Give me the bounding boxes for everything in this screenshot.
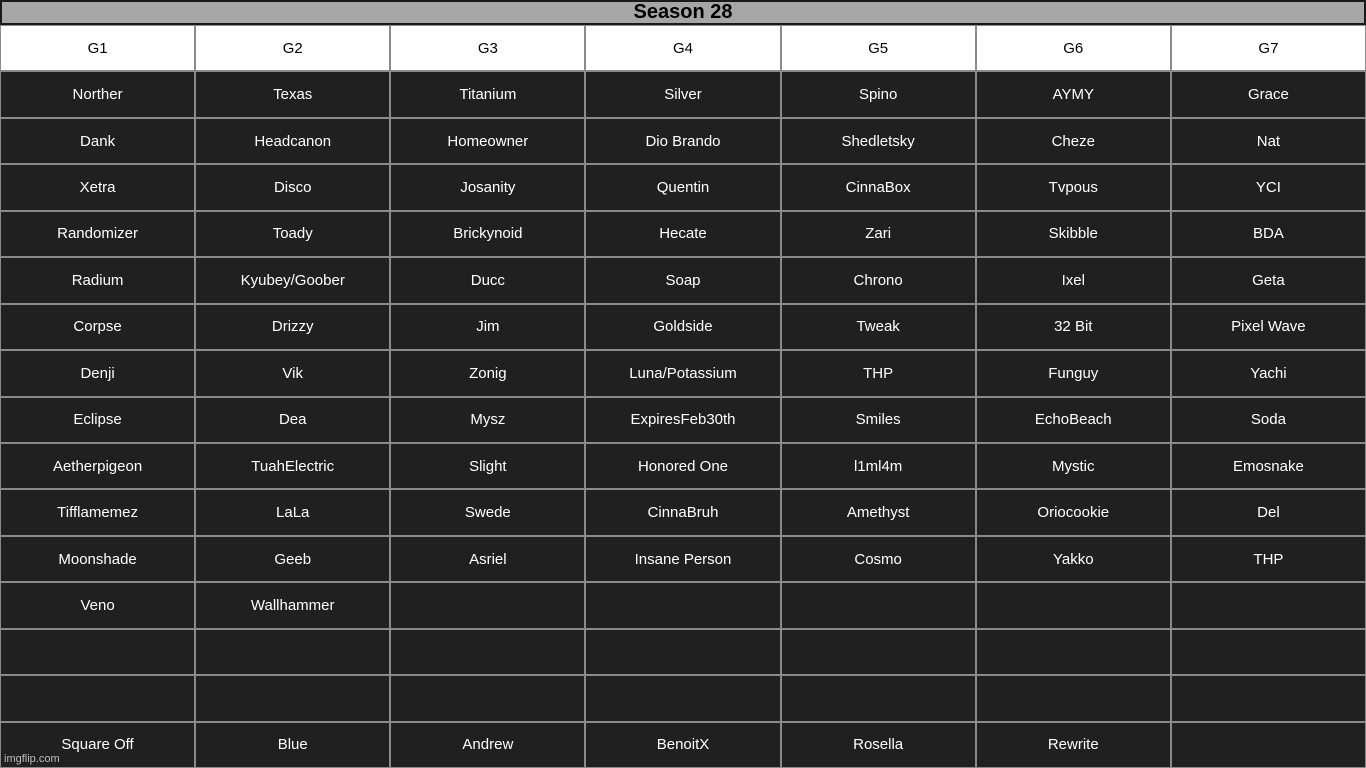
table-cell: [585, 675, 780, 721]
table-cell: Zonig: [390, 350, 585, 396]
table-cell: Amethyst: [781, 489, 976, 535]
table-cell: Mystic: [976, 443, 1171, 489]
table-cell: Goldside: [585, 304, 780, 350]
table-cell: [1171, 582, 1366, 628]
table-cell: Texas: [195, 71, 390, 117]
table-cell: Spino: [781, 71, 976, 117]
table-cell: Rewrite: [976, 722, 1171, 768]
table-cell: Denji: [0, 350, 195, 396]
table-cell: Hecate: [585, 211, 780, 257]
table-cell: Honored One: [585, 443, 780, 489]
table-cell: Drizzy: [195, 304, 390, 350]
table-cell: [390, 582, 585, 628]
table-cell: [1171, 629, 1366, 675]
table-cell: [1171, 722, 1366, 768]
table-cell: Oriocookie: [976, 489, 1171, 535]
watermark: imgflip.com: [4, 753, 60, 765]
table-cell: [0, 675, 195, 721]
table-cell: CinnaBruh: [585, 489, 780, 535]
table-cell: Square Off: [0, 722, 195, 768]
table-cell: [195, 675, 390, 721]
table-cell: [781, 582, 976, 628]
table-cell: Ducc: [390, 257, 585, 303]
season-table: [0, 25, 1366, 768]
table-cell: Asriel: [390, 536, 585, 582]
table-cell: Luna/Potassium: [585, 350, 780, 396]
table-cell: Emosnake: [1171, 443, 1366, 489]
table-cell: Randomizer: [0, 211, 195, 257]
table-cell: TuahElectric: [195, 443, 390, 489]
table-cell: Jim: [390, 304, 585, 350]
table-cell: Cheze: [976, 118, 1171, 164]
table-cell: Dea: [195, 397, 390, 443]
table-cell: [781, 629, 976, 675]
table-cell: 32 Bit: [976, 304, 1171, 350]
table-cell: [585, 582, 780, 628]
table-cell: [976, 582, 1171, 628]
table-cell: Dank: [0, 118, 195, 164]
table-cell: AYMY: [976, 71, 1171, 117]
table-cell: Grace: [1171, 71, 1366, 117]
table-cell: Xetra: [0, 164, 195, 210]
table-cell: Homeowner: [390, 118, 585, 164]
table-cell: Eclipse: [0, 397, 195, 443]
table-cell: Toady: [195, 211, 390, 257]
table-cell: Soap: [585, 257, 780, 303]
table-cell: Norther: [0, 71, 195, 117]
table-cell: BDA: [1171, 211, 1366, 257]
table-cell: Wallhammer: [195, 582, 390, 628]
table-cell: THP: [1171, 536, 1366, 582]
table-cell: Corpse: [0, 304, 195, 350]
table-cell: Shedletsky: [781, 118, 976, 164]
table-cell: [0, 629, 195, 675]
table-cell: Moonshade: [0, 536, 195, 582]
table-cell: Tvpous: [976, 164, 1171, 210]
table-cell: [390, 629, 585, 675]
table-cell: [1171, 675, 1366, 721]
table-cell: Funguy: [976, 350, 1171, 396]
table-cell: Nat: [1171, 118, 1366, 164]
table-cell: l1ml4m: [781, 443, 976, 489]
table-cell: Cosmo: [781, 536, 976, 582]
table-cell: Brickynoid: [390, 211, 585, 257]
table-cell: THP: [781, 350, 976, 396]
table-cell: Quentin: [585, 164, 780, 210]
table-cell: Disco: [195, 164, 390, 210]
table-cell: LaLa: [195, 489, 390, 535]
table-cell: Skibble: [976, 211, 1171, 257]
column-header-g6: G6: [976, 25, 1171, 71]
column-header-g5: G5: [781, 25, 976, 71]
table-cell: [976, 629, 1171, 675]
table-cell: Geeb: [195, 536, 390, 582]
table-cell: EchoBeach: [976, 397, 1171, 443]
table-cell: Kyubey/Goober: [195, 257, 390, 303]
table-cell: Tifflamemez: [0, 489, 195, 535]
table-cell: Titanium: [390, 71, 585, 117]
table-cell: Veno: [0, 582, 195, 628]
column-header-g2: G2: [195, 25, 390, 71]
table-cell: Dio Brando: [585, 118, 780, 164]
column-header-g4: G4: [585, 25, 780, 71]
table-cell: Chrono: [781, 257, 976, 303]
table-cell: Silver: [585, 71, 780, 117]
table-cell: Insane Person: [585, 536, 780, 582]
table-cell: Soda: [1171, 397, 1366, 443]
table-cell: Pixel Wave: [1171, 304, 1366, 350]
table-cell: [195, 629, 390, 675]
table-cell: Andrew: [390, 722, 585, 768]
table-cell: Josanity: [390, 164, 585, 210]
table-cell: Zari: [781, 211, 976, 257]
column-header-g1: G1: [0, 25, 195, 71]
table-cell: [781, 675, 976, 721]
table-cell: Smiles: [781, 397, 976, 443]
table-cell: Geta: [1171, 257, 1366, 303]
table-cell: Swede: [390, 489, 585, 535]
table-cell: Mysz: [390, 397, 585, 443]
table-cell: Del: [1171, 489, 1366, 535]
table-cell: Yachi: [1171, 350, 1366, 396]
table-cell: Blue: [195, 722, 390, 768]
column-header-g7: G7: [1171, 25, 1366, 71]
table-cell: [390, 675, 585, 721]
table-cell: [585, 629, 780, 675]
table-cell: Radium: [0, 257, 195, 303]
table-cell: Vik: [195, 350, 390, 396]
column-header-g3: G3: [390, 25, 585, 71]
table-cell: BenoitX: [585, 722, 780, 768]
table-cell: YCI: [1171, 164, 1366, 210]
table-cell: Tweak: [781, 304, 976, 350]
table-cell: Yakko: [976, 536, 1171, 582]
table-cell: CinnaBox: [781, 164, 976, 210]
table-cell: Ixel: [976, 257, 1171, 303]
page-title: Season 28: [0, 0, 1366, 25]
table-cell: Headcanon: [195, 118, 390, 164]
table-cell: Slight: [390, 443, 585, 489]
table-cell: Rosella: [781, 722, 976, 768]
table-cell: [976, 675, 1171, 721]
table-cell: Aetherpigeon: [0, 443, 195, 489]
table-cell: ExpiresFeb30th: [585, 397, 780, 443]
